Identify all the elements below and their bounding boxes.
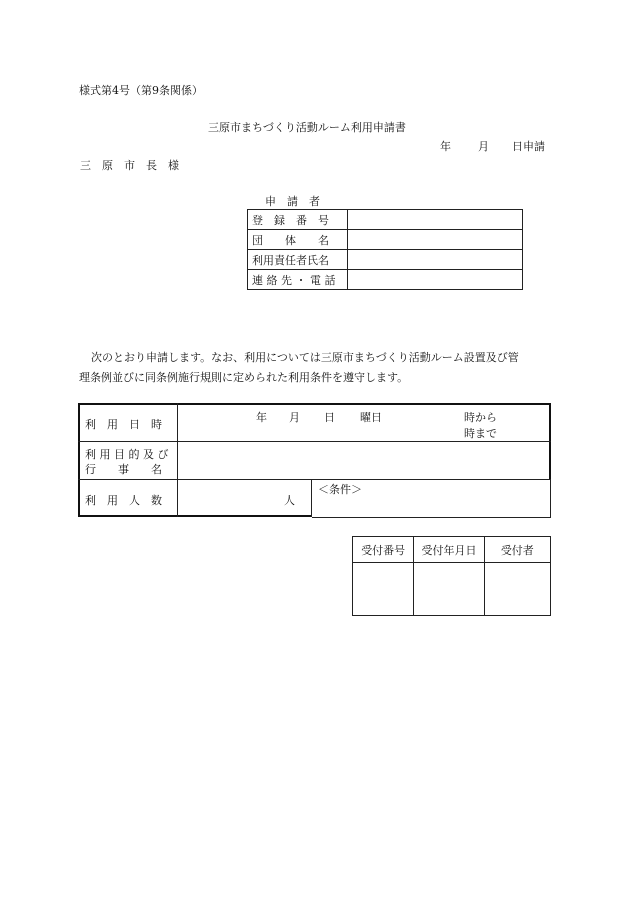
datetime-label: 利 用 日 時: [85, 418, 162, 431]
time-from: 時から: [464, 411, 497, 424]
reception-value-row: [353, 563, 551, 616]
registration-label: 登 録 番 号: [248, 210, 348, 230]
count-unit: 人: [284, 494, 295, 507]
purpose-field[interactable]: [179, 443, 547, 477]
applicant-row-responsible: [248, 250, 523, 270]
group-name-value[interactable]: [348, 230, 523, 250]
page-title: 三原市まちづくり活動ルーム利用申請書: [208, 121, 406, 134]
group-name-label: 団 体 名: [248, 230, 348, 250]
datetime-weekday: 曜日: [360, 411, 382, 424]
responsible-label: 利用責任者氏名: [248, 250, 348, 270]
datetime-year: 年: [256, 411, 267, 424]
applicant-row-contact: [248, 270, 523, 290]
reception-number-header: 受付番号: [353, 537, 414, 563]
count-label: 利 用 人 数: [85, 494, 162, 507]
applicant-row-group: [248, 230, 523, 250]
date-month: 月: [478, 140, 489, 153]
purpose-label-2: 行 事 名: [85, 463, 162, 476]
form-number: 様式第4号（第9条関係）: [79, 84, 203, 97]
reception-date-cell[interactable]: [414, 563, 484, 616]
datetime-month: 月: [289, 411, 300, 424]
reception-person-cell[interactable]: [484, 563, 550, 616]
contact-label: 連 絡 先 ・ 電 話: [248, 270, 348, 290]
contact-value[interactable]: [348, 270, 523, 290]
reception-header-row: [353, 537, 551, 563]
responsible-value[interactable]: [348, 250, 523, 270]
applicant-table: [247, 209, 523, 290]
purpose-label-1: 利 用 目 的 及 び: [85, 448, 169, 461]
usage-table: [78, 403, 551, 517]
addressee: 三 原 市 長 様: [80, 159, 179, 172]
applicant-heading: 申 請 者: [265, 195, 320, 208]
reception-number-cell[interactable]: [353, 563, 414, 616]
reception-person-header: 受付者: [484, 537, 550, 563]
time-until: 時まで: [464, 427, 497, 440]
date-year: 年: [440, 140, 451, 153]
reception-date-header: 受付年月日: [414, 537, 484, 563]
conditions-label: ＜条件＞: [318, 483, 362, 496]
applicant-row-registration: [248, 210, 523, 230]
registration-value[interactable]: [348, 210, 523, 230]
body-text-line1: 次のとおり申請します。なお、利用については三原市まちづくり活動ルーム設置及び管: [91, 351, 519, 364]
datetime-day: 日: [324, 411, 335, 424]
date-apply: 日申請: [512, 140, 545, 153]
body-text-line2: 理条例並びに同条例施行規則に定められた利用条件を遵守します。: [79, 371, 409, 384]
reception-table: [352, 536, 551, 616]
